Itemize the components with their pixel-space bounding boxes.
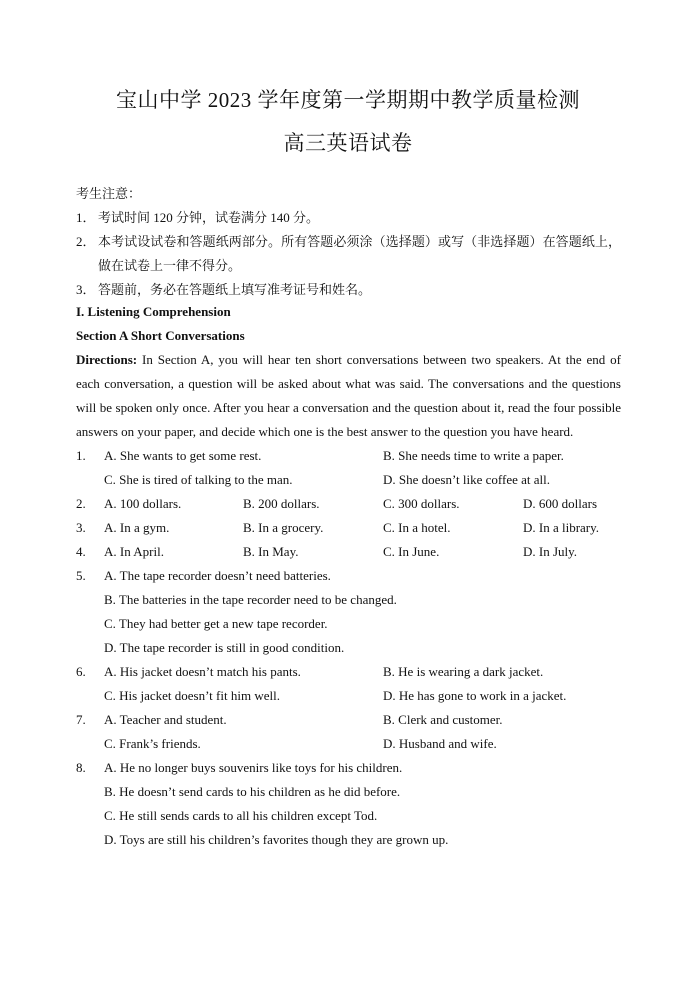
option-a: A. He no longer buys souvenirs like toys for his children.: [104, 760, 403, 775]
question-number: 1.: [76, 448, 86, 463]
question-number: 5.: [76, 568, 86, 583]
option-d: D. In July.: [523, 544, 578, 559]
question-8-b: [76, 780, 621, 804]
listening-section: [76, 300, 621, 852]
question-6-cont: [76, 684, 621, 708]
option-d: D. Toys are still his children’s favorites though they are grown up.: [104, 832, 449, 847]
directions-label: Directions:: [76, 352, 138, 367]
option-b: B. In a grocery.: [243, 520, 324, 535]
question-8-c: [76, 804, 621, 828]
option-b: B. The batteries in the tape recorder need to be changed.: [104, 592, 397, 607]
section-title: Section A Short Conversations: [76, 328, 245, 343]
question-6: [76, 660, 621, 684]
option-d: D. She doesn’t like coffee at all.: [383, 472, 551, 487]
option-d: D. The tape recorder is still in good condition.: [104, 640, 345, 655]
option-b: B. Clerk and customer.: [383, 712, 503, 727]
note-number: 2．: [76, 234, 96, 249]
option-c: C. They had better get a new tape recorder.: [104, 616, 328, 631]
question-1: [76, 444, 621, 468]
question-1-cont: [76, 468, 621, 492]
question-number: 8.: [76, 760, 86, 775]
option-a: A. His jacket doesn’t match his pants.: [104, 664, 301, 679]
question-2: [76, 492, 621, 516]
option-b: B. In May.: [243, 544, 299, 559]
option-d: D. He has gone to work in a jacket.: [383, 688, 567, 703]
option-a: A. In April.: [104, 544, 164, 559]
question-7: [76, 708, 621, 732]
option-c: C. His jacket doesn’t fit him well.: [104, 688, 280, 703]
option-c: C. In June.: [383, 544, 440, 559]
question-8: [76, 756, 621, 780]
option-b: B. She needs time to write a paper.: [383, 448, 564, 463]
question-7-cont: [76, 732, 621, 756]
option-b: B. 200 dollars.: [243, 496, 320, 511]
question-number: 3.: [76, 520, 86, 535]
question-3: [76, 516, 621, 540]
note-item-3: [76, 278, 621, 302]
question-number: 2.: [76, 496, 86, 511]
question-number: 7.: [76, 712, 86, 727]
note-text: 本考试设试卷和答题纸两部分。所有答题必须涂（选择题）或写（非选择题）在答题纸上，做在试卷上一律不得分。: [98, 234, 621, 273]
option-b: B. He doesn’t send cards to his children as he did before.: [104, 784, 401, 799]
option-c: C. She is tired of talking to the man.: [104, 472, 293, 487]
question-8-d: [76, 828, 621, 852]
exam-subtitle: 高三英语试卷: [283, 131, 413, 155]
note-number: 1．: [76, 210, 96, 225]
question-5: [76, 564, 621, 588]
directions: [76, 348, 621, 444]
exam-title: 宝山中学 2023 学年度第一学期期中教学质量检测: [116, 88, 580, 112]
option-a: A. Teacher and student.: [104, 712, 227, 727]
directions-text: In Section A, you will hear ten short conversations between two speakers. At the end of each conversation, a question will be asked about what was said. The conversations and the questions will be spoken only once. After you hear a conversation and the question about it, read the four possible answers on your paper, and decide which one is the best answer to the question you have heard.: [76, 352, 621, 439]
note-number: 3．: [76, 282, 96, 297]
option-a: A. The tape recorder doesn’t need batteries.: [104, 568, 331, 583]
part-title: I. Listening Comprehension: [76, 304, 231, 319]
option-a: A. In a gym.: [104, 520, 170, 535]
option-c: C. Frank’s friends.: [104, 736, 201, 751]
option-d: D. In a library.: [523, 520, 600, 535]
option-c: C. In a hotel.: [383, 520, 451, 535]
question-5-b: [76, 588, 621, 612]
option-a: A. She wants to get some rest.: [104, 448, 262, 463]
question-5-c: [76, 612, 621, 636]
option-d: D. 600 dollars: [523, 496, 598, 511]
option-b: B. He is wearing a dark jacket.: [383, 664, 544, 679]
note-text: 考试时间 120 分钟，试卷满分 140 分。: [98, 210, 320, 225]
option-c: C. He still sends cards to all his children except Tod.: [104, 808, 378, 823]
note-item-2: [76, 230, 621, 278]
question-number: 6.: [76, 664, 86, 679]
notes-label: 考生注意：: [76, 186, 142, 201]
option-d: D. Husband and wife.: [383, 736, 497, 751]
option-a: A. 100 dollars.: [104, 496, 182, 511]
candidate-notes: [76, 182, 621, 302]
note-item-1: [76, 206, 621, 230]
option-c: C. 300 dollars.: [383, 496, 460, 511]
question-number: 4.: [76, 544, 86, 559]
question-4: [76, 540, 621, 564]
note-text: 答题前，务必在答题纸上填写准考证号和姓名。: [98, 282, 372, 297]
question-5-d: [76, 636, 621, 660]
